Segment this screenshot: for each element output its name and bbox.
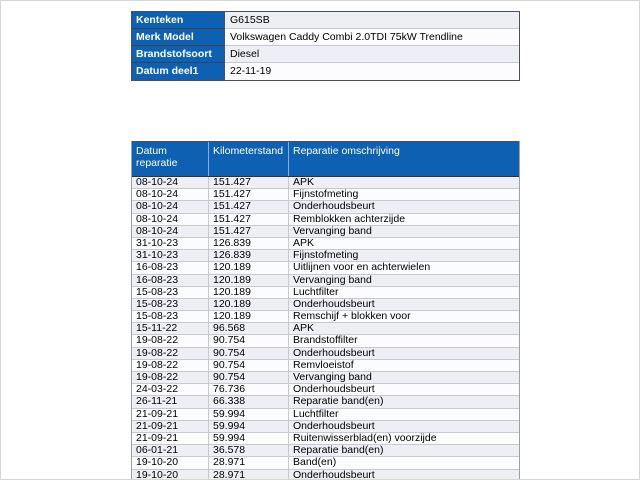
- reparatie-omschrijving-cell: Remschijf + blokken voor: [293, 311, 411, 323]
- kilometerstand-cell: 90.754: [209, 348, 289, 359]
- kilometerstand-cell: 126.839: [209, 250, 289, 261]
- reparatie-omschrijving-cell: Brandstoffilter: [293, 335, 358, 347]
- reparatie-omschrijving-cell: Fijnstofmeting: [293, 250, 359, 262]
- field-value-merk-model: Volkswagen Caddy Combi 2.0TDI 75kW Trendline: [225, 29, 519, 46]
- kilometerstand-cell: 151.427: [209, 214, 289, 225]
- field-value-brandstofsoort: Diesel: [225, 46, 519, 63]
- datum-reparatie-cell: 08-10-24: [132, 201, 209, 212]
- reparatie-omschrijving-cell: APK: [293, 323, 315, 335]
- kilometerstand-cell: 126.839: [209, 238, 289, 249]
- table-row: [132, 360, 519, 372]
- datum-reparatie-cell: 19-08-22: [132, 360, 209, 371]
- kilometerstand-cell: 59.994: [209, 433, 289, 444]
- reparatie-omschrijving-cell: Vervanging band: [293, 372, 372, 383]
- vehicle-info-row: [132, 63, 519, 80]
- table-row: [132, 421, 519, 433]
- kilometerstand-cell: 120.189: [209, 299, 289, 310]
- table-row: [132, 311, 519, 323]
- reparatie-omschrijving-cell: Remvloeistof: [293, 359, 354, 371]
- kilometerstand-cell: 151.427: [209, 226, 289, 237]
- field-label-brandstofsoort: Brandstofsoort: [132, 46, 225, 63]
- table-row: [132, 445, 519, 457]
- table-row: [132, 457, 519, 469]
- datum-reparatie-cell: 21-09-21: [132, 409, 209, 420]
- field-label-kenteken: Kenteken: [132, 12, 225, 29]
- table-row: [132, 226, 519, 238]
- datum-reparatie-cell: 16-08-23: [132, 262, 209, 273]
- column-header-reparatie-omschrijving: Reparatie omschrijving: [293, 145, 400, 157]
- table-row: [132, 372, 519, 384]
- kilometerstand-cell: 151.427: [209, 189, 289, 200]
- datum-reparatie-cell: 19-08-22: [132, 372, 209, 383]
- reparatie-omschrijving-cell: Reparatie band(en): [293, 396, 384, 408]
- table-row: [132, 433, 519, 445]
- kilometerstand-cell: 90.754: [209, 335, 289, 346]
- kilometerstand-cell: 28.971: [209, 457, 289, 468]
- field-label-datum-deel1: Datum deel1: [132, 63, 225, 80]
- reparatie-omschrijving-cell: Onderhoudsbeurt: [293, 298, 375, 310]
- reparatie-omschrijving-cell: Fijnstofmeting: [293, 189, 359, 201]
- reparatie-omschrijving-cell: Onderhoudsbeurt: [293, 384, 375, 396]
- datum-reparatie-cell: 21-09-21: [132, 421, 209, 432]
- datum-reparatie-cell: 08-10-24: [132, 226, 209, 237]
- field-value-datum-deel1: 22-11-19: [225, 63, 519, 80]
- vehicle-info-row: [132, 12, 519, 29]
- column-header-datum-reparatie: Datum reparatie: [132, 142, 209, 176]
- reparatie-omschrijving-cell: APK: [293, 237, 315, 249]
- reparatie-omschrijving-cell: Vervanging band: [293, 225, 372, 237]
- kilometerstand-cell: 90.754: [209, 360, 289, 371]
- kilometerstand-cell: 120.189: [209, 275, 289, 286]
- kilometerstand-cell: 59.994: [209, 409, 289, 420]
- column-header-kilometerstand: Kilometerstand: [209, 142, 289, 176]
- reparatie-omschrijving-cell: Uitlijnen voor en achterwielen: [293, 262, 431, 274]
- service-history-header: [132, 141, 519, 177]
- kilometerstand-cell: 96.568: [209, 323, 289, 334]
- kilometerstand-cell: 28.971: [209, 470, 289, 480]
- datum-reparatie-cell: 15-11-22: [132, 323, 209, 334]
- datum-reparatie-cell: 15-08-23: [132, 299, 209, 310]
- table-row: [132, 348, 519, 360]
- vehicle-info-row: [132, 29, 519, 46]
- table-row: [132, 335, 519, 347]
- table-row: [132, 189, 519, 201]
- datum-reparatie-cell: 06-01-21: [132, 445, 209, 456]
- datum-reparatie-cell: 19-08-22: [132, 335, 209, 346]
- table-row: [132, 384, 519, 396]
- vehicle-info-row: [132, 46, 519, 63]
- datum-reparatie-cell: 15-08-23: [132, 311, 209, 322]
- kilometerstand-cell: 66.338: [209, 396, 289, 407]
- kilometerstand-cell: 59.994: [209, 421, 289, 432]
- table-row: [132, 214, 519, 226]
- kilometerstand-cell: 120.189: [209, 311, 289, 322]
- datum-reparatie-cell: 26-11-21: [132, 396, 209, 407]
- datum-reparatie-cell: 08-10-24: [132, 177, 209, 188]
- table-row: [132, 275, 519, 287]
- table-row: [132, 238, 519, 250]
- datum-reparatie-cell: 19-10-20: [132, 470, 209, 480]
- datum-reparatie-cell: 16-08-23: [132, 275, 209, 286]
- table-row: [132, 250, 519, 262]
- table-row: [132, 409, 519, 421]
- service-history-body: [132, 177, 519, 480]
- datum-reparatie-cell: 19-08-22: [132, 348, 209, 359]
- table-row: [132, 287, 519, 299]
- table-row: [132, 299, 519, 311]
- reparatie-omschrijving-cell: Reparatie band(en): [293, 445, 384, 457]
- kilometerstand-cell: 90.754: [209, 372, 289, 383]
- datum-reparatie-cell: 08-10-24: [132, 214, 209, 225]
- service-history-table: [131, 141, 520, 480]
- reparatie-omschrijving-cell: Luchtfilter: [293, 286, 339, 298]
- reparatie-omschrijving-cell: Ruitenwisserblad(en) voorzijde: [293, 432, 437, 444]
- vehicle-info-table: [131, 11, 520, 81]
- kilometerstand-cell: 120.189: [209, 287, 289, 298]
- reparatie-omschrijving-cell: Onderhoudsbeurt: [293, 201, 375, 213]
- reparatie-omschrijving-cell: Band(en): [293, 457, 337, 469]
- datum-reparatie-cell: 21-09-21: [132, 433, 209, 444]
- datum-reparatie-cell: 08-10-24: [132, 189, 209, 200]
- datum-reparatie-cell: 24-03-22: [132, 384, 209, 395]
- reparatie-omschrijving-cell: Onderhoudsbeurt: [293, 347, 375, 359]
- kilometerstand-cell: 151.427: [209, 177, 289, 188]
- reparatie-omschrijving-cell: Onderhoudsbeurt: [293, 469, 375, 480]
- reparatie-omschrijving-cell: Remblokken achterzijde: [293, 213, 406, 225]
- reparatie-omschrijving-cell: APK: [293, 177, 315, 188]
- table-row: [132, 201, 519, 213]
- field-label-merk-model: Merk Model: [132, 29, 225, 46]
- table-row: [132, 323, 519, 335]
- reparatie-omschrijving-cell: Onderhoudsbeurt: [293, 420, 375, 432]
- kilometerstand-cell: 76.736: [209, 384, 289, 395]
- datum-reparatie-cell: 19-10-20: [132, 457, 209, 468]
- table-row: [132, 262, 519, 274]
- table-row: [132, 396, 519, 408]
- kilometerstand-cell: 36.578: [209, 445, 289, 456]
- reparatie-omschrijving-cell: Luchtfilter: [293, 408, 339, 420]
- datum-reparatie-cell: 31-10-23: [132, 250, 209, 261]
- kilometerstand-cell: 120.189: [209, 262, 289, 273]
- field-value-kenteken: G615SB: [225, 12, 519, 29]
- reparatie-omschrijving-cell: Vervanging band: [293, 274, 372, 286]
- table-row: [132, 177, 519, 189]
- datum-reparatie-cell: 31-10-23: [132, 238, 209, 249]
- datum-reparatie-cell: 15-08-23: [132, 287, 209, 298]
- table-row: [132, 470, 519, 480]
- kilometerstand-cell: 151.427: [209, 201, 289, 212]
